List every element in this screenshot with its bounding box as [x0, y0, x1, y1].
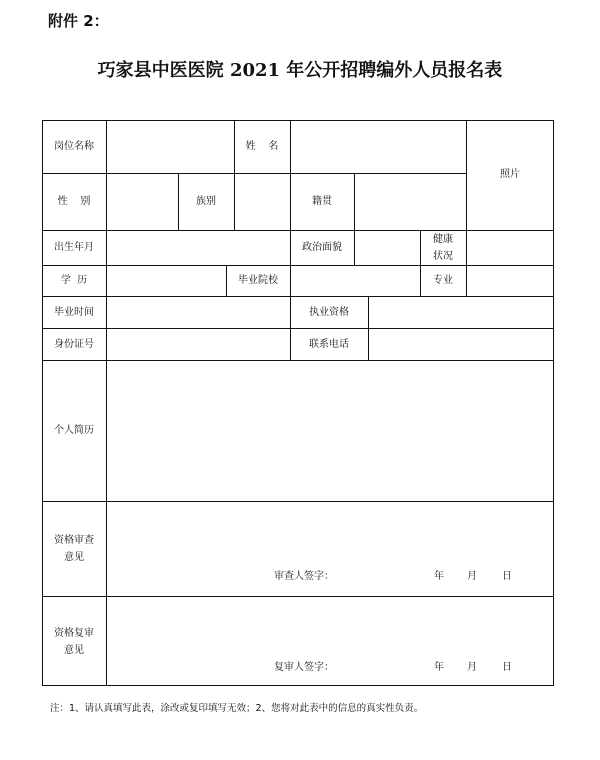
label-second-review: 资格复审 意见 — [54, 628, 94, 656]
second-review-day-label: 日 — [502, 662, 512, 673]
footnote: 注：1、请认真填写此表，涂改或复印填写无效；2、您将对此表中的信息的真实性负责。 — [50, 703, 424, 714]
ethnicity-field[interactable] — [235, 174, 290, 230]
label-political-status: 政治面貌 — [302, 242, 342, 253]
label-major: 专业 — [433, 275, 453, 286]
second-review-month-label: 月 — [467, 662, 477, 673]
position-name-field[interactable] — [107, 121, 234, 173]
label-id-number: 身份证号 — [54, 339, 94, 350]
graduation-time-field[interactable] — [107, 297, 290, 328]
health-status-field[interactable] — [467, 231, 553, 265]
resume-field[interactable] — [107, 361, 553, 501]
phone-field[interactable] — [369, 329, 553, 360]
label-birth-date: 出生年月 — [54, 242, 94, 253]
border-right — [553, 120, 554, 686]
second-reviewer-signature-label: 复审人签字： — [274, 662, 334, 673]
attachment-label: 附件 2： — [48, 12, 109, 30]
label-ethnicity: 族别 — [196, 196, 216, 207]
native-place-field[interactable] — [355, 174, 466, 230]
graduate-school-field[interactable] — [291, 266, 420, 296]
second-review-field[interactable] — [107, 597, 553, 655]
label-gender: 性 别 — [57, 196, 91, 207]
label-name: 姓 名 — [245, 141, 279, 152]
review-day-label: 日 — [502, 571, 512, 582]
reviewer-signature-label: 审查人签字： — [274, 571, 334, 582]
label-position-name: 岗位名称 — [54, 141, 94, 152]
label-phone: 联系电话 — [309, 339, 349, 350]
review-year-label: 年 — [434, 571, 444, 582]
second-review-year-label: 年 — [434, 662, 444, 673]
review-month-label: 月 — [467, 571, 477, 582]
label-education: 学 历 — [60, 275, 88, 286]
name-field[interactable] — [291, 121, 466, 173]
page-title: 巧家县中医医院 2021 年公开招聘编外人员报名表 — [97, 60, 503, 81]
label-graduate-school: 毕业院校 — [238, 275, 278, 286]
initial-review-field[interactable] — [107, 502, 553, 562]
political-status-field[interactable] — [355, 231, 420, 265]
label-resume: 个人简历 — [54, 425, 94, 436]
label-photo: 照片 — [500, 169, 520, 180]
major-field[interactable] — [467, 266, 553, 296]
education-field[interactable] — [107, 266, 226, 296]
label-initial-review: 资格审查 意见 — [54, 535, 94, 563]
gender-field[interactable] — [107, 174, 178, 230]
photo-field[interactable] — [467, 121, 553, 230]
border-bottom — [42, 685, 554, 686]
qualification-field[interactable] — [369, 297, 553, 328]
label-native-place: 籍贯 — [312, 196, 332, 207]
label-graduation-time: 毕业时间 — [54, 307, 94, 318]
registration-form — [42, 120, 554, 686]
id-number-field[interactable] — [107, 329, 290, 360]
birth-date-field[interactable] — [107, 231, 290, 265]
label-qualification: 执业资格 — [309, 307, 349, 318]
label-health-status: 健康 状况 — [433, 234, 453, 262]
